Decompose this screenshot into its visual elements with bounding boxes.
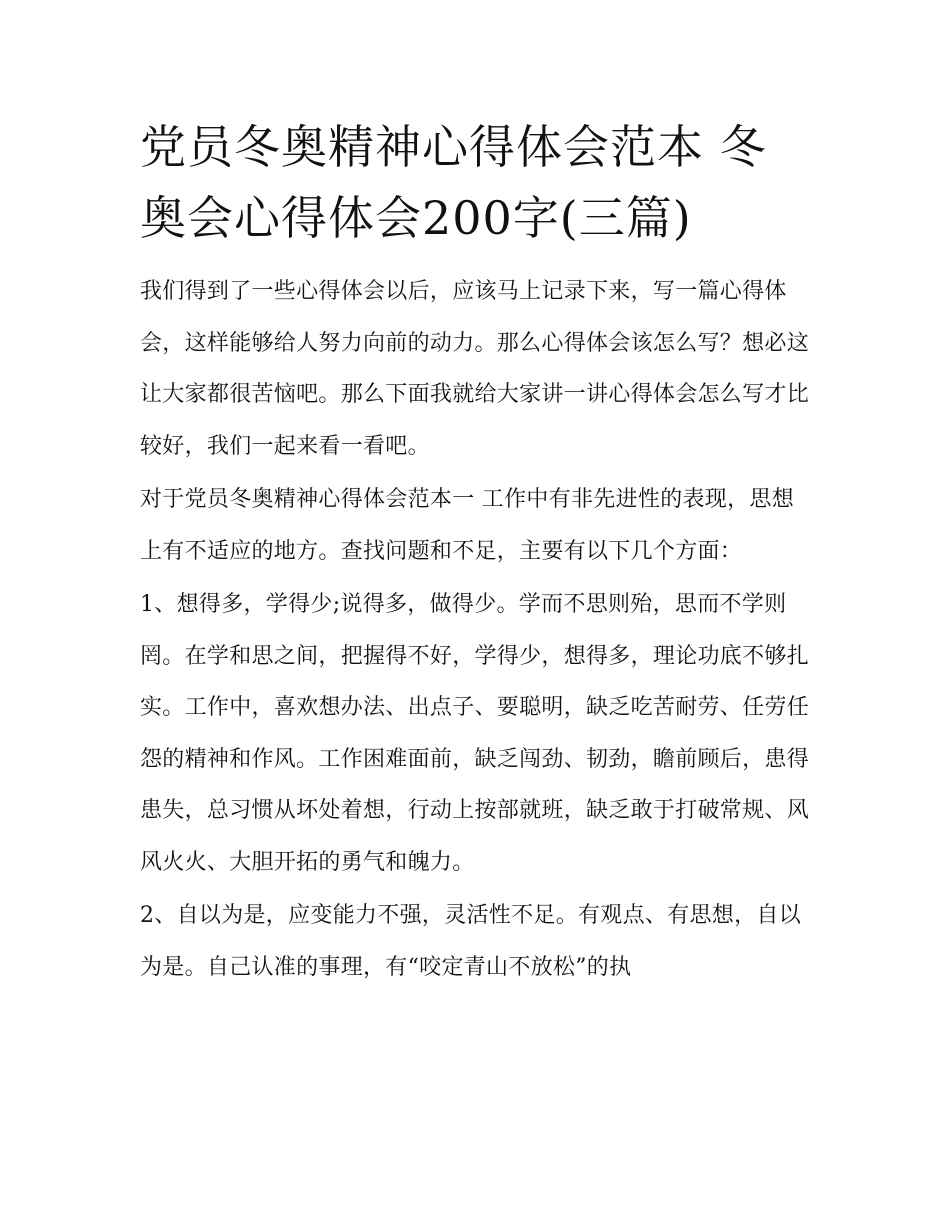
paragraph-point-one: 1、想得多，学得少;说得多，做得少。学而不思则殆，思而不学则罔。在学和思之间，把握得不好，学得少，想得多，理论功底不够扎实。工作中，喜欢想办法、出点子、要聪明，缺乏吃苦耐劳、任劳任怨的精神和作风。工作困难面前，缺乏闯劲、韧劲，瞻前顾后，患得患失，总习惯从坏处着想，行动上按部就班，缺乏敢于打破常规、风风火火、大胆开拓的勇气和魄力。 [140,592,810,875]
paragraph-point-two: 2、自以为是，应变能力不强，灵活性不足。有观点、有思想，自以为是。自己认准的事理，有“咬定青山不放松”的执 [140,903,801,980]
paragraph-sample-one: 对于党员冬奥精神心得体会范本一 工作中有非先进性的表现，思想上有不适应的地方。查找问题和不足，主要有以下几个方面： [140,487,794,564]
paragraph-intro: 我们得到了一些心得体会以后，应该马上记录下来，写一篇心得体会，这样能够给人努力向前的动力。那么心得体会该怎么写？想必这让大家都很苦恼吧。那么下面我就给大家讲一讲心得体会怎么写才比较好，我们一起来看一看吧。 [140,279,810,459]
document-body [140,112,812,995]
document-title: 党员冬奥精神心得体会范本 冬奥会心得体会200字(三篇) [140,120,767,245]
